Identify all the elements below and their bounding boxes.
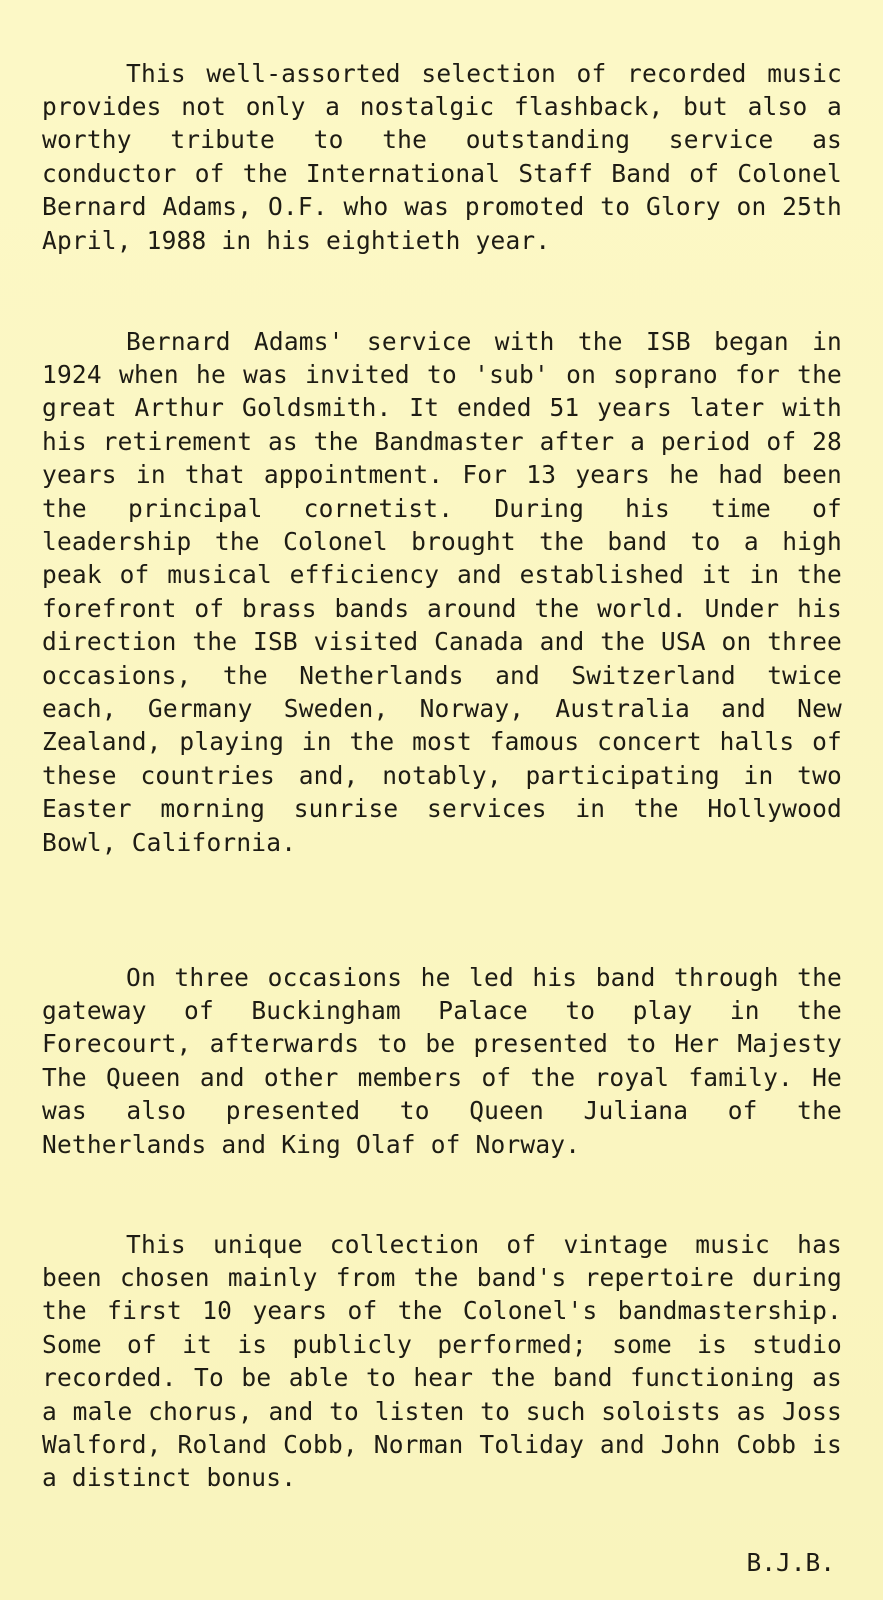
paragraph-royal-presentations: On three occasions he led his band through the gateway of Buckingham Palace to play in the Forecourt, afterwards to be presented to Her Majesty The Queen and other members of the royal family. He was also presented to Queen Juliana of the Netherlands and King Olaf of Norway.	[42, 962, 842, 1159]
author-initials: B.J.B.	[746, 1548, 835, 1577]
paragraph-tribute: This well-assorted selection of recorded music provides not only a nostalgic flashback, but also a worthy tribute to the outstanding service as conductor of the International Staff Band of Colonel Bernard Adams, O.F. who was promoted to Glory on 25th April, 1988 in his eightieth year.	[42, 58, 842, 255]
paragraph-service-history: Bernard Adams' service with the ISB began in 1924 when he was invited to 'sub' on soprano for the great Arthur Goldsmith. It ended 51 years later with his retirement as the Bandmaster after a period of 28 years in that appointment. For 13 years he had been the principal cornetist. During his time of leadership the Colonel brought the band to a high peak of musical efficiency and established it in the forefront of brass bands around the world. Under his direction the ISB visited Canada and the USA on three occasions, the Netherlands and Switzerland twice each, Germany Sweden, Norway, Australia and New Zealand, playing in the most famous concert halls of these countries and, notably, participating in two Easter morning sunrise services in the Hollywood Bowl, California.	[42, 326, 842, 857]
paragraph-collection: This unique collection of vintage music has been chosen mainly from the band's repertoire during the first 10 years of the Colonel's bandmastership. Some of it is publicly performed; some is studio recorded. To be able to hear the band functioning as a male chorus, and to listen to such soloists as Joss Walford, Roland Cobb, Norman Toliday and John Cobb is a distinct bonus.	[42, 1229, 842, 1493]
